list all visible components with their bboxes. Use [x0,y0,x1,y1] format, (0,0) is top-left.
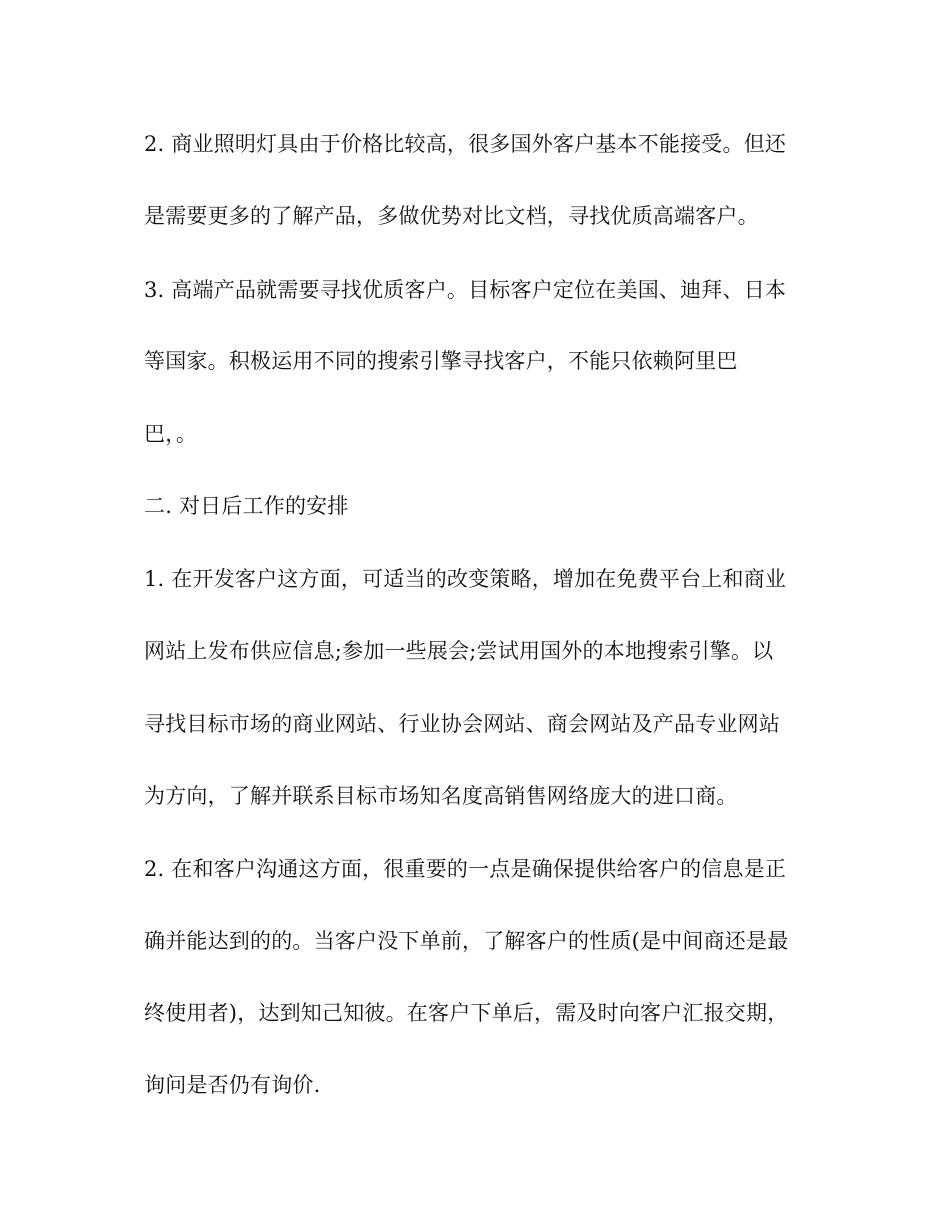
text-line-14: 询问是否仍有询价. [144,1073,321,1097]
text-line-4: 等国家。积极运用不同的搜索引擎寻找客户，不能只依赖阿里巴 [144,349,738,373]
text-line-5: 巴，。 [144,422,198,446]
text-line-8: 网站上发布供应信息;参加一些展会;尝试用国外的本地搜索引擎。以 [144,639,774,663]
text-line-7: 1. 在开发客户这方面，可适当的改变策略，增加在免费平台上和商业 [144,567,787,591]
text-line-3: 3. 高端产品就需要寻找优质客户。目标客户定位在美国、迪拜、日本 [144,278,787,302]
text-line-1: 2. 商业照明灯具由于价格比较高，很多国外客户基本不能接受。但还 [144,132,787,156]
text-line-10: 为方向，了解并联系目标市场知名度高销售网络庞大的进口商。 [144,784,738,808]
text-line-9: 寻找目标市场的商业网站、行业协会网站、商会网站及产品专业网站 [144,712,780,736]
text-line-2: 是需要更多的了解产品，多做优势对比文档，寻找优质高端客户。 [144,204,759,228]
text-line-13: 终使用者)，达到知己知彼。在客户下单后，需及时向客户汇报交期， [144,1001,789,1025]
text-line-12: 确并能达到的的。当客户没下单前，了解客户的性质(是中间商还是最 [144,929,789,953]
text-line-11: 2. 在和客户沟通这方面，很重要的一点是确保提供给客户的信息是正 [144,857,787,881]
section-heading: 二. 对日后工作的安排 [144,494,349,518]
